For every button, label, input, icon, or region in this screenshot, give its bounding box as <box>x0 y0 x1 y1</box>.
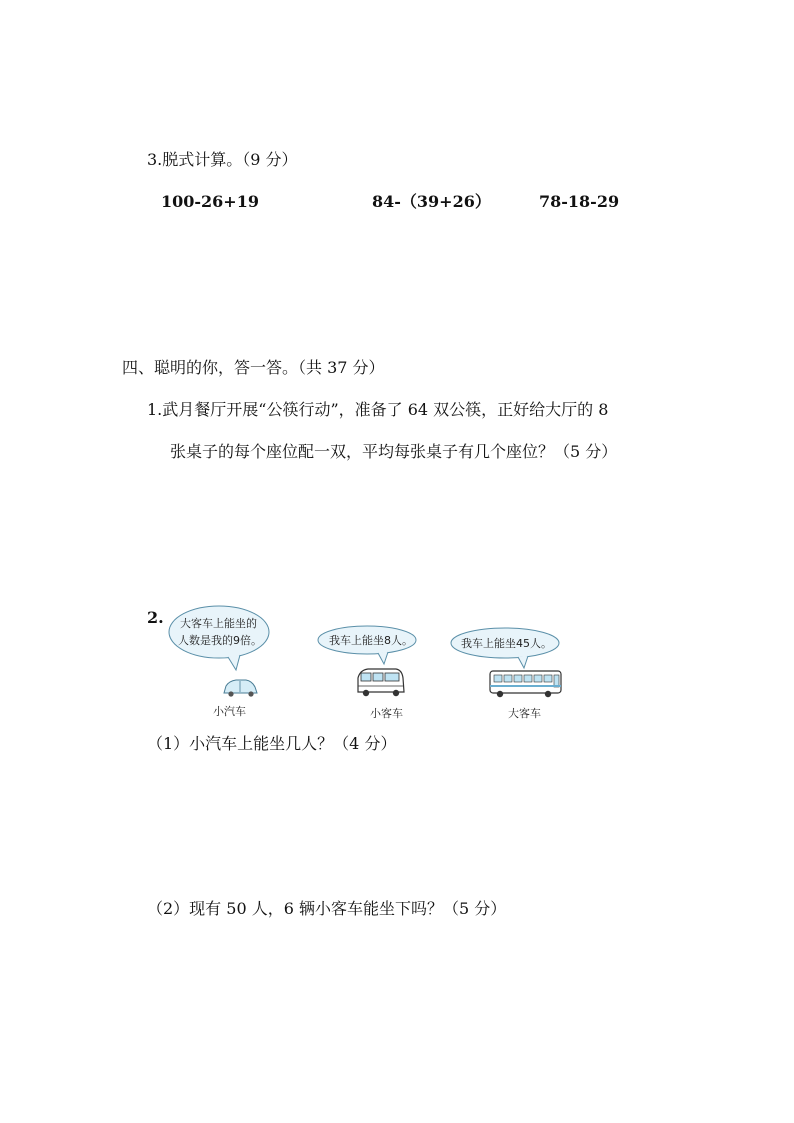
exercise-1: 100-26+19 <box>161 192 259 211</box>
section3-title: 3.脱式计算。（9 分） <box>147 150 298 169</box>
q1-line1: 1.武月餐厅开展“公筷行动”，准备了 64 双公筷，正好给大厅的 8 <box>147 400 609 419</box>
q2-sub1: （1）小汽车上能坐几人？（4 分） <box>147 734 397 753</box>
car-bubble-line2: 人数是我的9倍。 <box>178 634 262 647</box>
q2-sub2: （2）现有 50 人，6 辆小客车能坐下吗？（5 分） <box>147 899 507 918</box>
bus-icon <box>490 671 561 697</box>
exercise-2: 84-（39+26） <box>372 192 491 211</box>
van-bubble-text: 我车上能坐8人。 <box>329 634 413 647</box>
car-label: 小汽车 <box>213 705 246 718</box>
q2-number: 2. <box>147 608 164 627</box>
bus-bubble-text: 我车上能坐45人。 <box>461 637 552 650</box>
van-label: 小客车 <box>370 707 403 720</box>
exercise-3: 78-18-29 <box>539 192 620 211</box>
section4-title: 四、聪明的你，答一答。（共 37 分） <box>122 358 385 377</box>
car-bubble-line1: 大客车上能坐的 <box>180 617 257 630</box>
car-icon <box>224 680 257 697</box>
bus-label: 大客车 <box>508 707 541 720</box>
q1-line2: 张桌子的每个座位配一双，平均每张桌子有几个座位？（5 分） <box>170 442 618 461</box>
van-icon <box>358 669 404 696</box>
